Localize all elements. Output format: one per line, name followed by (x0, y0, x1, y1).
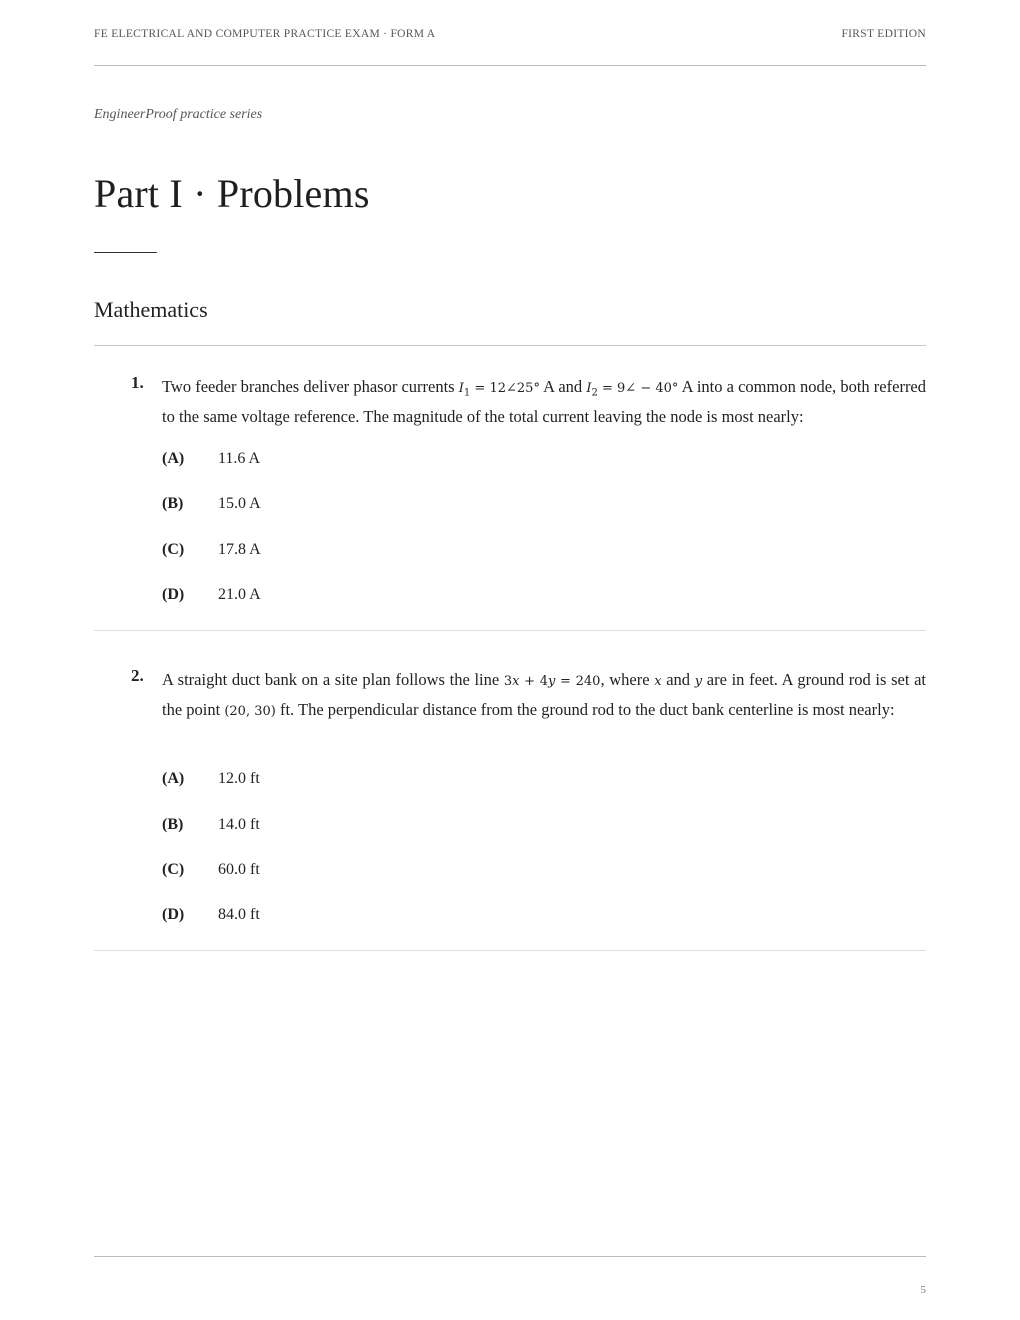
answer-choice[interactable] (162, 541, 261, 559)
phasor-i1: $I_1$ = 12∠25° (458, 381, 540, 399)
choice-letter: (C) (162, 861, 185, 878)
problem-statement: A straight duct bank on a site plan follows the line 3x + 4y = 240, where x and y are in feet. A ground rod is set at the point (20, 30) ft. The perpendicular distance from the ground rod to the duct bank centerline is most nearly: (162, 670, 927, 719)
choice-letter: (D) (162, 586, 185, 603)
choice-value: 11.6 A (218, 450, 261, 467)
section-divider (94, 345, 926, 346)
answer-choice[interactable] (162, 495, 261, 513)
header-divider (94, 65, 926, 66)
page-number: 5 (920, 1284, 926, 1296)
problem-divider (94, 950, 926, 951)
header-edition: FIRST EDITION (841, 28, 926, 40)
choice-value: 17.8 A (218, 541, 261, 558)
problem-divider (94, 630, 926, 631)
choice-letter: (B) (162, 816, 184, 833)
phasor-i2: $I_2$ = 9∠ − 40° (586, 381, 679, 399)
footer-divider (94, 1256, 926, 1257)
problem-statement: Two feeder branches deliver phasor currents $I_1$ = 12∠25° A and $I_2$ = 9∠ − 40° A into a common node, both referred to the same voltage reference. The magnitude of the total current leaving the node is most nearly: (162, 377, 927, 426)
answer-choice[interactable] (162, 450, 260, 468)
problem-number: 1. (131, 373, 144, 392)
choice-value: 15.0 A (218, 495, 261, 512)
choice-letter: (B) (162, 495, 184, 512)
answer-choice[interactable] (162, 861, 260, 879)
choice-value: 84.0 ft (218, 906, 260, 923)
running-header (94, 28, 926, 40)
choice-value: 21.0 A (218, 586, 261, 603)
header-exam-title: FE ELECTRICAL AND COMPUTER PRACTICE EXAM · FORM A (94, 28, 436, 40)
choice-value: 12.0 ft (218, 770, 260, 787)
choice-letter: (A) (162, 450, 185, 467)
part-title-underline (94, 252, 157, 253)
answer-choice[interactable] (162, 586, 261, 604)
choice-letter: (D) (162, 906, 185, 923)
exam-page (94, 0, 926, 1320)
part-title: Part I · Problems (94, 171, 370, 216)
section-title: Mathematics (94, 297, 208, 322)
choice-letter: (A) (162, 770, 185, 787)
answer-choice[interactable] (162, 906, 260, 924)
line-equation: 3x + 4y = 240 (503, 674, 601, 689)
answer-choice[interactable] (162, 770, 260, 788)
answer-choice[interactable] (162, 816, 260, 834)
problem-number: 2. (131, 666, 144, 685)
choice-value: 60.0 ft (218, 861, 260, 878)
choice-letter: (C) (162, 541, 185, 558)
choice-value: 14.0 ft (218, 816, 260, 833)
point-coordinates: (20, 30) (224, 703, 276, 719)
series-subtitle: EngineerProof practice series (94, 107, 263, 122)
